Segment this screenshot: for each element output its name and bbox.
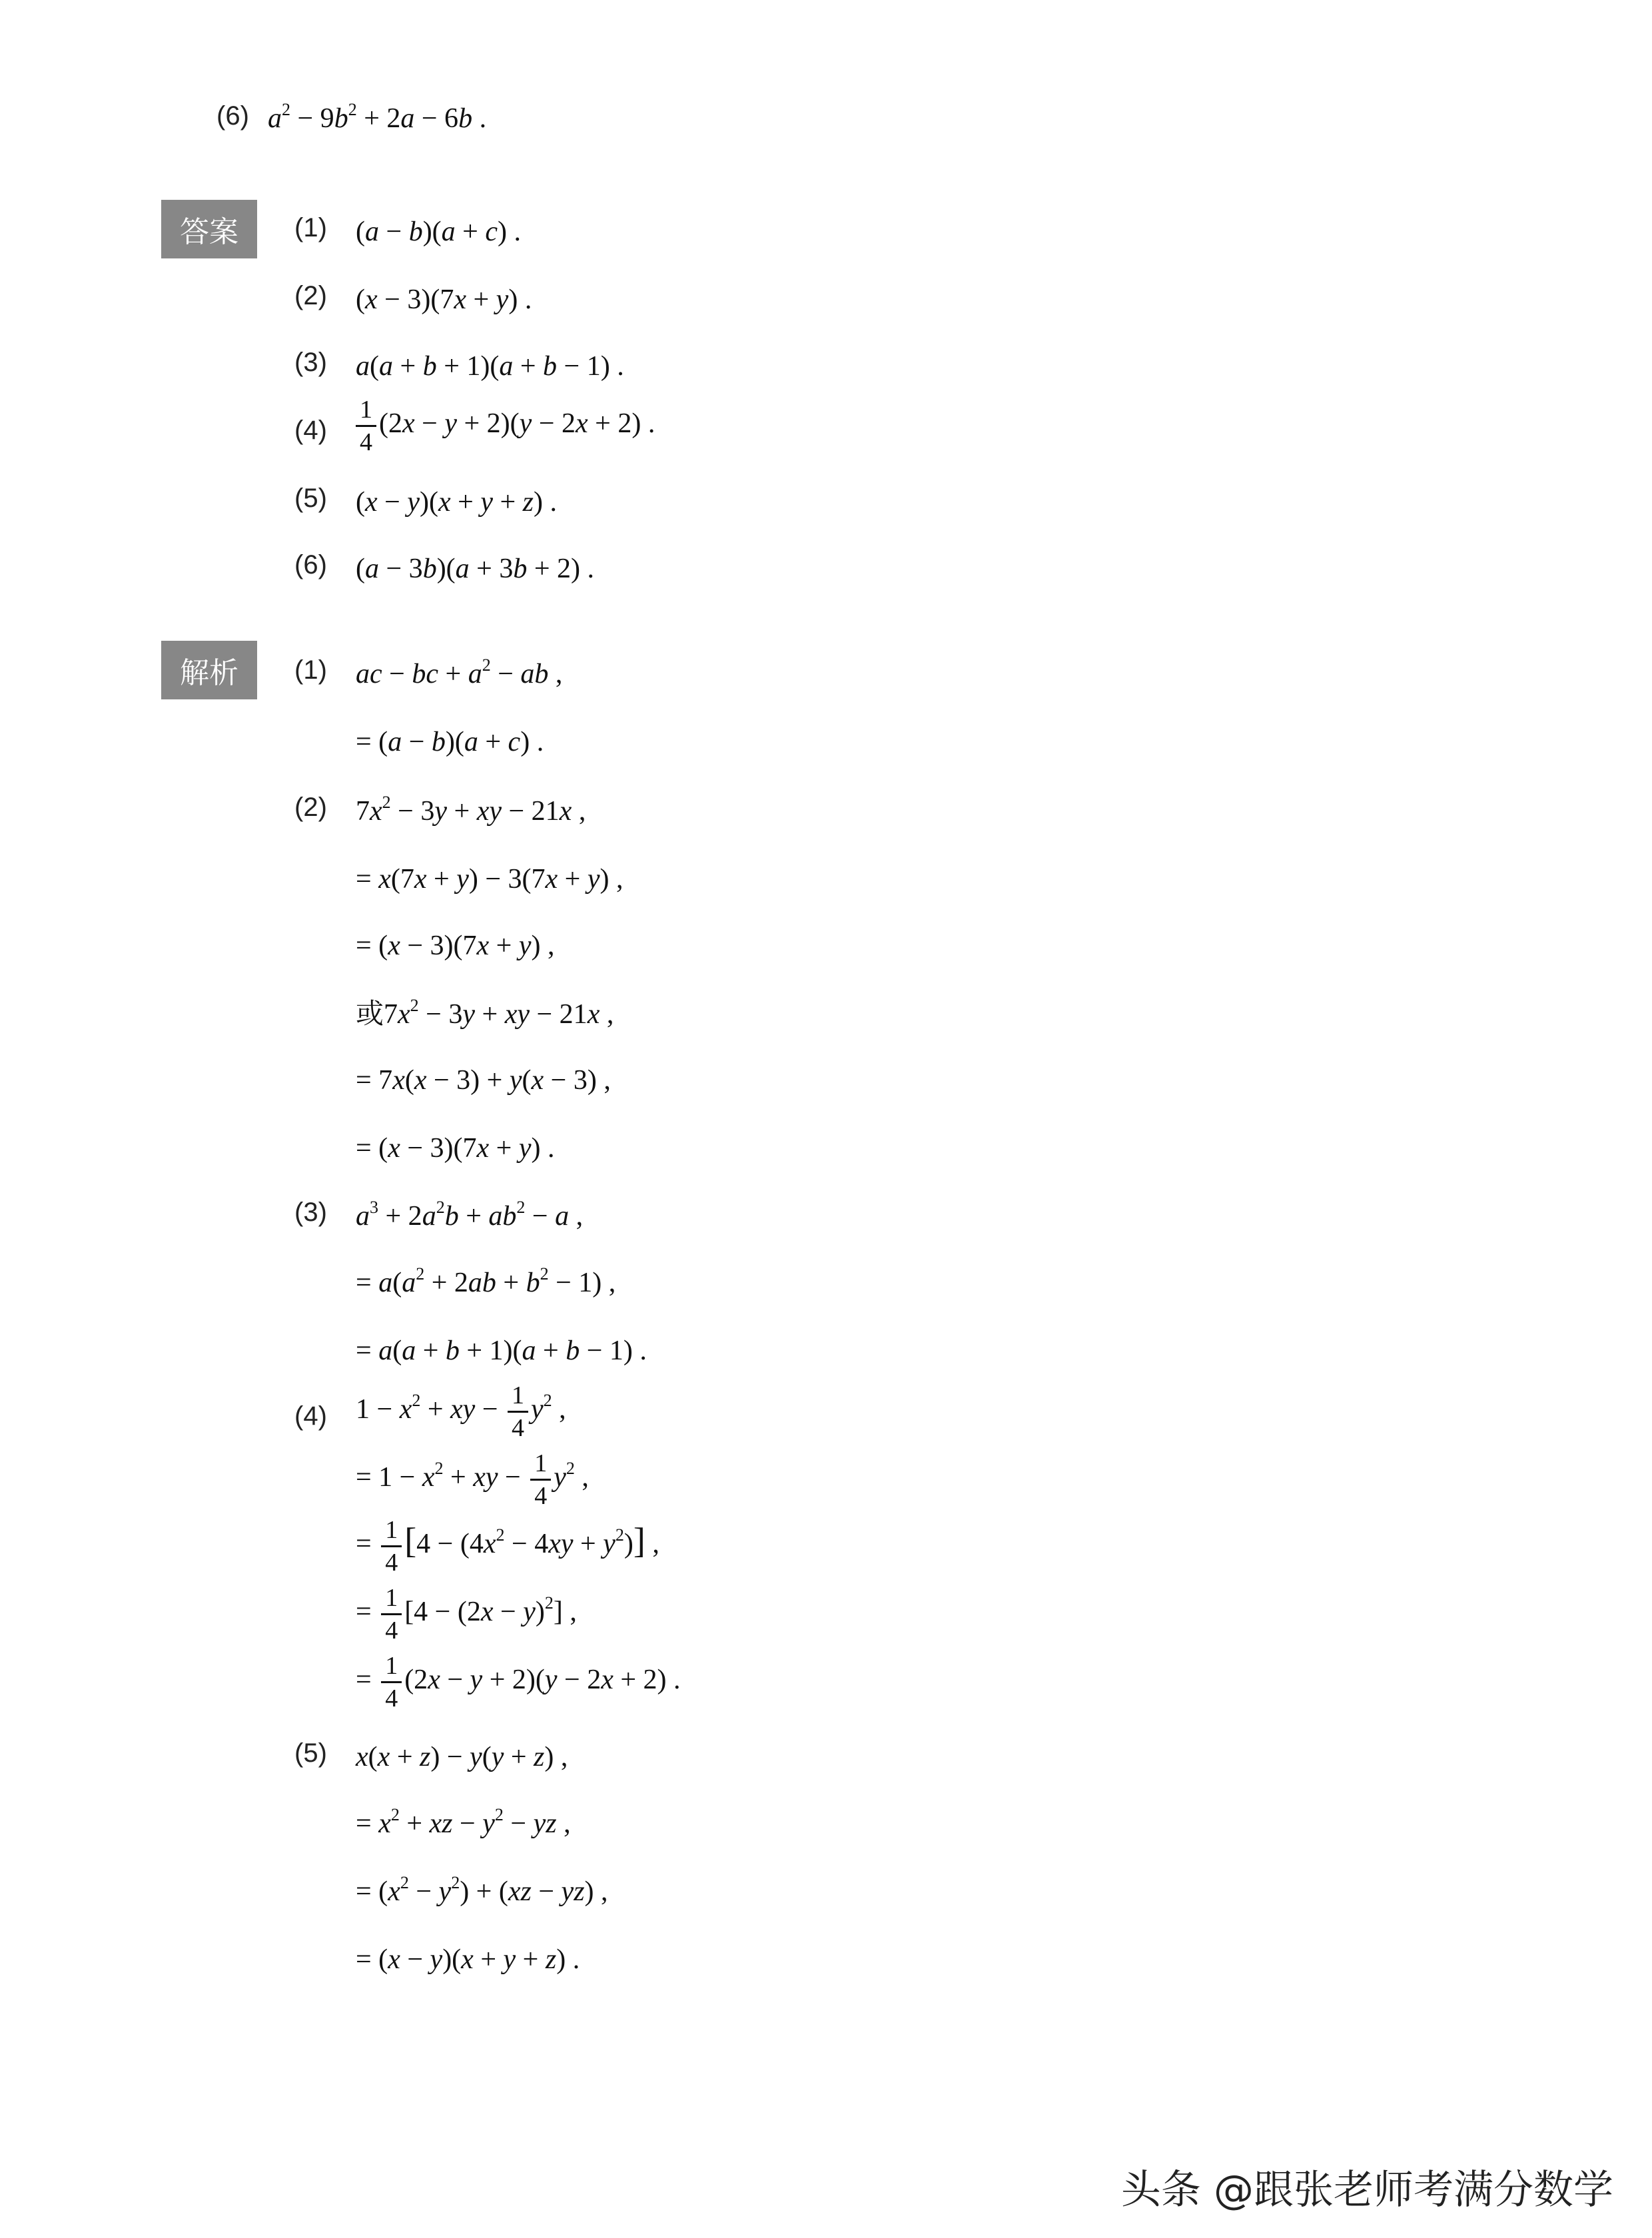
watermark-footer: 头条 @跟张老师考满分数学 bbox=[1120, 2167, 1613, 2213]
analysis-3-line-1: $a^3 + 2a^2b + ab^2 - a$ , bbox=[356, 1198, 584, 1232]
answer-label: 答案 bbox=[161, 200, 257, 258]
analysis-4-line-4: = $\frac{1}{4}$ $[4 - (2x - y)^2]$ , bbox=[356, 1584, 577, 1645]
analysis-2-line-6: = (x − 3)(7x + y) . bbox=[356, 1133, 555, 1164]
analysis-4-line-3: = $\frac{1}{4}$ $[4 - (4x^2 - 4xy + y^2)]$ , bbox=[356, 1516, 659, 1577]
analysis-2-line-3: = (x − 3)(7x + y) , bbox=[356, 931, 555, 961]
question-expression: $a^2 - 9b^2 + 2a - 6b$ . bbox=[268, 100, 487, 134]
answer-expression-3: a(a + b + 1)(a + b − 1) . bbox=[356, 351, 624, 382]
answer-number-6: (6) bbox=[294, 550, 327, 579]
answer-number-1: (1) bbox=[294, 213, 327, 242]
fraction-one-quarter: $\frac{1}{4}$ bbox=[381, 1585, 402, 1643]
question-number: (6) bbox=[216, 101, 249, 131]
analysis-2-line-5: = 7x(x − 3) + y(x − 3) , bbox=[356, 1065, 611, 1096]
analysis-1-line-2: = (a − b)(a + c) . bbox=[356, 727, 544, 757]
analysis-label: 解析 bbox=[161, 641, 257, 699]
answer-number-4: (4) bbox=[294, 416, 327, 445]
answer-number-2: (2) bbox=[294, 281, 327, 310]
answer-expression-4: $\frac{1}{4}$ (2x − y + 2)(y − 2x + 2) . bbox=[353, 397, 655, 455]
answer-expression-1: (a − b)(a + c) . bbox=[356, 216, 522, 247]
analysis-number-1: (1) bbox=[294, 655, 327, 685]
fraction-one-quarter: $\frac{1}{4}$ bbox=[356, 397, 376, 455]
answer-expression-5: (x − y)(x + y + z) . bbox=[356, 487, 558, 518]
analysis-4-line-1: $1 - x^2$ + xy − $\frac{1}{4}$ $y^2$ , bbox=[356, 1381, 566, 1442]
analysis-4-line-2: = $1 - x^2$ + xy − $\frac{1}{4}$ $y^2$ , bbox=[356, 1449, 589, 1510]
analysis-number-5: (5) bbox=[294, 1738, 327, 1768]
analysis-2-line-4: 或$7x^2 - 3y$ + xy − 21x , bbox=[356, 996, 614, 1030]
fraction-one-quarter: $\frac{1}{4}$ bbox=[530, 1451, 551, 1509]
answer-expression-6: (a − 3b)(a + 3b + 2) . bbox=[356, 554, 595, 584]
analysis-5-line-1: x(x + z) − y(y + z) , bbox=[356, 1742, 568, 1772]
analysis-5-line-2: = $x^2$ + xz − $y^2$ − yz , bbox=[356, 1805, 571, 1839]
analysis-2-line-2: = x(7x + y) − 3(7x + y) , bbox=[356, 864, 623, 895]
analysis-4-line-5: = $\frac{1}{4}$ (2x − y + 2)(y − 2x + 2) . bbox=[356, 1652, 681, 1712]
answer-expression-2: (x − 3)(7x + y) . bbox=[356, 284, 532, 315]
fraction-one-quarter: $\frac{1}{4}$ bbox=[508, 1383, 528, 1441]
analysis-number-2: (2) bbox=[294, 793, 327, 822]
or-word: 或 bbox=[356, 997, 384, 1030]
analysis-5-line-3: = $(x^2 - y^2) + (xz - yz)$ , bbox=[356, 1873, 608, 1907]
answer-number-3: (3) bbox=[294, 348, 327, 377]
fraction-one-quarter: $\frac{1}{4}$ bbox=[381, 1653, 402, 1711]
analysis-5-line-4: = (x − y)(x + y + z) . bbox=[356, 1944, 580, 1975]
analysis-3-line-3: = a(a + b + 1)(a + b − 1) . bbox=[356, 1335, 647, 1366]
analysis-number-3: (3) bbox=[294, 1198, 327, 1227]
analysis-number-4: (4) bbox=[294, 1401, 327, 1431]
analysis-3-line-2: = $a(a^2 + 2ab + b^2 - 1)$ , bbox=[356, 1264, 616, 1298]
answer-number-5: (5) bbox=[294, 484, 327, 513]
analysis-1-line-1: ac − bc + $a^2$ − ab , bbox=[356, 655, 563, 689]
analysis-2-line-1: $7x^2 - 3y$ + xy − 21x , bbox=[356, 793, 586, 827]
fraction-one-quarter: $\frac{1}{4}$ bbox=[381, 1517, 402, 1575]
